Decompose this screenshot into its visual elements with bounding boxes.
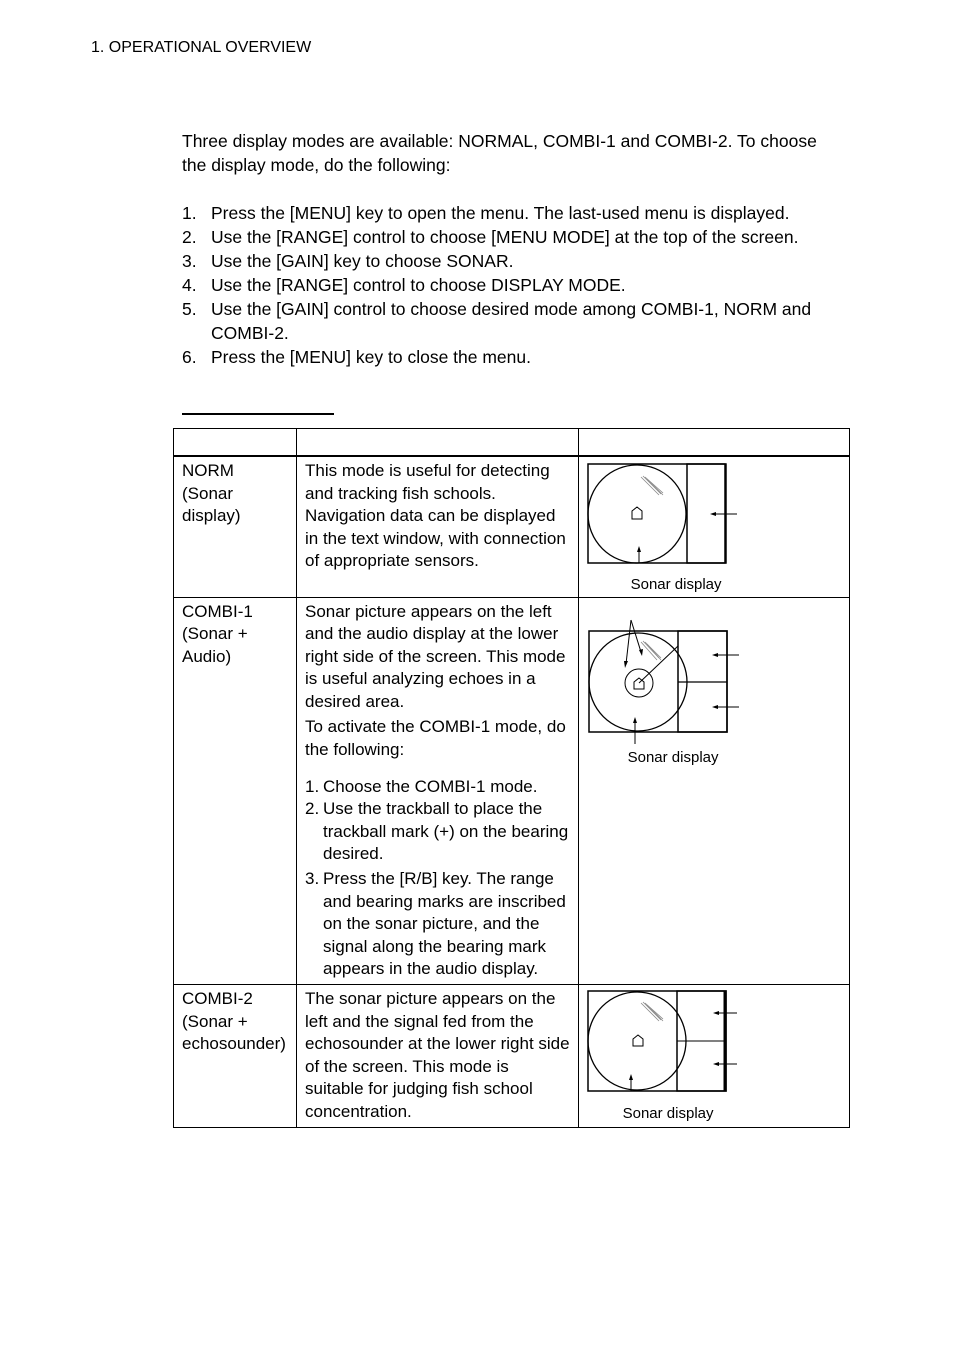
page-header: 1. OPERATIONAL OVERVIEW: [91, 39, 312, 56]
diagram-caption: Sonar display: [622, 1105, 714, 1122]
list-item: 1. Choose the COMBI-1 mode.: [304, 776, 538, 796]
combi1-steps: [305, 776, 570, 981]
list-item: 5. Use the [GAIN] control to choose desired mode among COMBI-1, NORM and COMBI-2.: [182, 299, 812, 343]
mode-cell: NORM (Sonar display): [174, 456, 297, 597]
list-item: 1. Press the [MENU] key to open the menu. The last-used menu is displayed.: [182, 203, 790, 223]
diagram-caption: Sonar display: [627, 748, 719, 766]
list-item: 3. Use the [GAIN] key to choose SONAR.: [182, 251, 514, 271]
table-row: [174, 597, 850, 985]
combi2-screen-diagram: [579, 985, 849, 1121]
description-cell: Sonar picture appears on the left and the audio display at the lower right side of the screen. This mode is useful analyzing echoes in a desired area. To activate the COMBI-1 mode, do the following: 1. Choose the COMBI-1 mode. 2. Use the trackball to place the trackball mark (+) on the bearing desired. 3. Press the [R/B] key. The range and bearing marks are inscribed on the sonar picture, and the signal along the bearing mark appears in the audio display.: [296, 597, 578, 985]
list-item: 4. Use the [RANGE] control to choose DISPLAY MODE.: [182, 275, 626, 295]
table-row: [174, 985, 850, 1128]
list-item: 2. Use the trackball to place the trackball mark (+) on the bearing desired.: [304, 799, 569, 864]
diagram-caption: Sonar display: [630, 576, 722, 593]
header-cell: [578, 429, 849, 457]
diagram-cell: [578, 597, 849, 985]
description-cell: This mode is useful for detecting and tracking fish schools. Navigation data can be displayed in the text window, with connection of appropriate sensors.: [296, 456, 578, 597]
combi1-screen-diagram: [579, 598, 849, 768]
header-cell: [296, 429, 578, 457]
list-item: 3. Press the [R/B] key. The range and bearing marks are inscribed on the sonar picture, and the signal along the bearing mark appears in the audio display.: [304, 869, 566, 979]
list-item: 6. Press the [MENU] key to close the menu.: [182, 347, 531, 367]
table-title-rule: [182, 413, 334, 415]
diagram-cell: [578, 985, 849, 1128]
description-cell: The sonar picture appears on the left and the signal fed from the echosounder at the lower right side of the screen. This mode is suitable for judging fish school concentration.: [296, 985, 578, 1128]
table-header-row: [174, 429, 850, 457]
intro-paragraph: Three display modes are available: NORMAL, COMBI-1 and COMBI-2. To choose the display mode, do the following:: [182, 131, 817, 175]
header-cell: [174, 429, 297, 457]
diagram-cell: [578, 456, 849, 597]
table-row: [174, 456, 850, 597]
list-item: 2. Use the [RANGE] control to choose [MENU MODE] at the top of the screen.: [182, 227, 799, 247]
mode-cell: COMBI-2 (Sonar + echosounder): [174, 985, 297, 1128]
display-modes-table: [173, 428, 850, 1128]
procedure-steps: [182, 201, 842, 369]
mode-cell: COMBI-1 (Sonar + Audio): [174, 597, 297, 985]
